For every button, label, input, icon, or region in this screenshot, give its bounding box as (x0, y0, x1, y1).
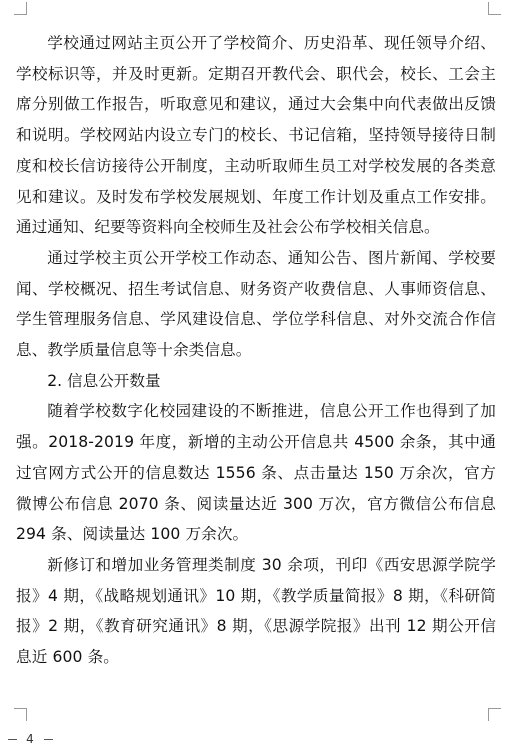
page-corner-mark-top-left (14, 2, 27, 15)
page-corner-mark-top-right (488, 2, 501, 15)
paragraph-homepage-categories: 通过学校主页公开学校工作动态、通知公告、图片新闻、学校要闻、学校概况、招生考试信息、财务资产收费信息、人事师资信息、学生管理服务信息、学风建设信息、学位学科信息、对外交流合作信息、教学质量信息等十余类信息。 (16, 248, 496, 360)
paragraph-disclosure-volume: 随着学校数字化校园建设的不断推进，信息公开工作也得到了加强。2018-2019 年度，新增的主动公开信息共 4500 余条，其中通过官网方式公开的信息数达 1556 条、点击量达 150 万余次，官方微博公布信息 2070 条、阅读量达近 300 万次，官方微信公布信息 294 条、阅读量达 100 万余次。 (16, 402, 496, 544)
section-heading: 2. 信息公开数量 (47, 371, 161, 390)
page-footer (0, 731, 100, 747)
page-corner-mark-bottom-left (14, 708, 27, 721)
footer-dash-left (8, 739, 17, 740)
paragraph-website-disclosure: 学校通过网站主页公开了学校简介、历史沿革、现任领导介绍、学校标识等，并及时更新。定期召开教代会、职代会，校长、工会主席分别做工作报告，听取意见和建议，通过大会集中向代表做出反馈和说明。学校网站内设立专门的校长、书记信箱，坚持领导接待日制度和校长信访接待公开制度，主动听取师生员工对学校发展的各类意见和建议。及时发布学校发展规划、年度工作计划及重点工作安排。通过通知、纪要等资料向全校师生及社会公布学校相关信息。 (16, 34, 496, 237)
page-corner-mark-bottom-right (488, 708, 501, 721)
page-number: 4 (26, 732, 34, 746)
document-body (16, 28, 496, 673)
paragraph-publications: 新修订和增加业务管理类制度 30 余项，刊印《西安思源学院学报》4 期，《战略规划通讯》10 期，《教学质量简报》8 期，《科研简报》2 期，《教育研究通讯》8 期，《思源学院报》出刊 12 期公开信息近 600 条。 (16, 555, 496, 667)
footer-dash-right (44, 739, 53, 740)
